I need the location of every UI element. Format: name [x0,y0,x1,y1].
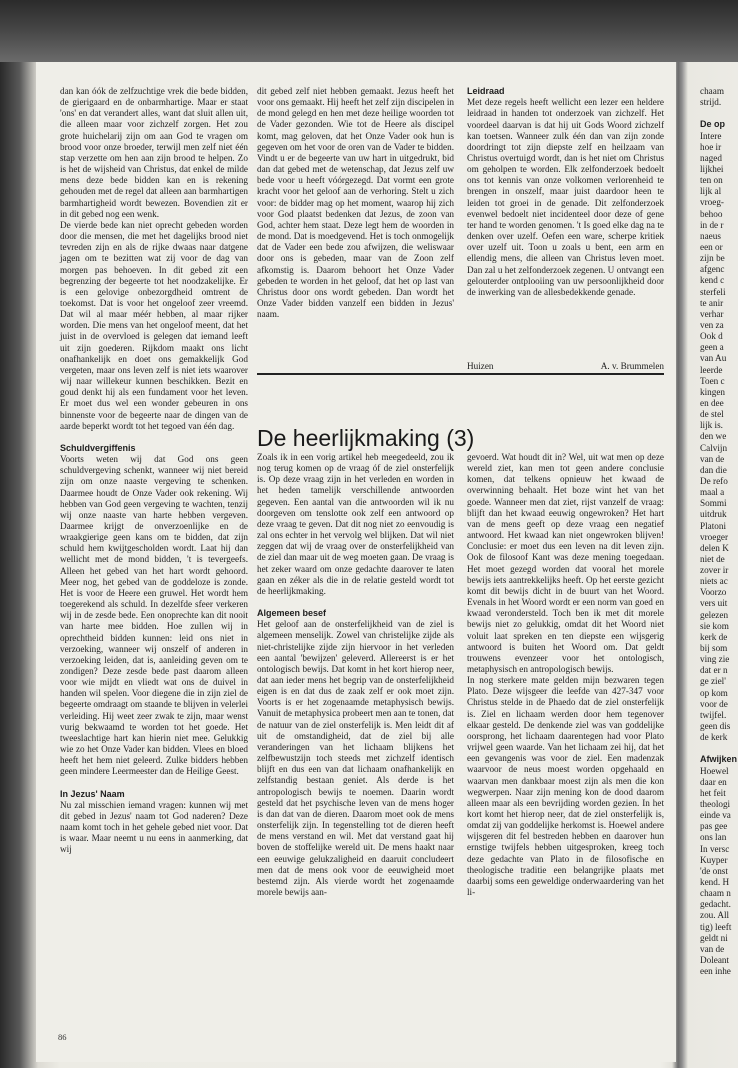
paragraph-gap [257,597,454,608]
fragment-line: lijk is. [700,420,723,431]
fragment-line: vroeg- [700,197,724,208]
fragment-line: geen dis [700,721,731,732]
fragment-line [700,108,738,119]
paragraph: Voorts weten wij dat God ons geen schuldvergeving schenkt, wanneer wij niet bereid zijn om onze naaste vergeving te schenken. Daarmee houdt de Onze Vader ook rekening. Wij hebben van God geen vergeving te wachten, tenzij wij onze naaste van harte hebben vergeven. Daarmee krijgt de onverzoenlijke en de wraakgierige geen kans om te bidden, dat zijn schuld hem kwijtgescholden wordt. Laat hij dan wellicht met de mond bidden, 't is tevergeefs. Alleen het gebed van het hart wordt gehoord. Meer nog, het gebed van de goddeloze is zonde. Het is voor de Heere een gruwel. Het wordt hem toegerekend als schuld. In dezelfde sfeer verkeren wij in de zesde bede. Een onoprechte kan dit nooit van harte mee bidden. Hoe zullen wij in oprechtheid bidden kunnen: leid ons niet in verzoeking, wanneer wij onszelf of anderen in verzoeking leiden, dat is, aanleiding geven om te zondigen? Deze zesde bede past daarom alleen voor wie mijdt en vliedt wat ons de duivel in handen wil spelen. Voor diegene die in zijn ziel de begeerte omdraagt om staande te blijven in velerlei verleiding. Hij weet zeer zwak te zijn, maar wenst vurig bekwaamd te worden tot het goede. Het tweeslachtige hart kan hierin niet mee. Gelukkig wie zo het Onze Vader kan bidden. Vlees en bloed heeft het hem niet geleerd. Zulke bidders hebben geen mindere Leermeester dan de Heilige Geest. [60,454,249,777]
fragment-line: zijn be [700,253,725,264]
fragment-line: De refo [700,475,728,486]
fragment-line: en dee [700,397,724,408]
fragment-line: gelezen [700,609,729,620]
fragment-line: geen a [700,342,724,353]
article-headline: De heerlijkmaking (3) [257,425,475,451]
fragment-line: Kuyper [700,854,728,865]
fragment-line: uitdruk [700,509,727,520]
fragment-line: vers uit [700,598,728,609]
fragment-line: zou. All [700,910,730,921]
fragment-line: pas gee [700,821,728,832]
fragment-line: kerk de [700,631,728,642]
paragraph: gevoerd. Wat houdt dit in? Wel, uit wat men op deze wereld ziet, kan men tot geen andere conclusie komen, dat telkens opnieuw het kwaad de overwinning behaalt. Het boze wint het van het goede. Wanneer men dat ziet, rijst vanzelf de vraag: blijft dan het kwaad eeuwig ongewroken? Het hart van de mens geeft op deze vraag een negatief antwoord. Het kwaad kan niet ongewroken blijven! Conclusie: er moet dus een leven na dit leven zijn. Ook de filosoof Kant was deze mening toegedaan. Het moet gezegd worden dat vooral het morele bewijs iets aantrekkelijks heeft. Op het eerste gezicht komt dit bewijs dicht in de buurt van het Woord. Evenals in het Woord wordt er een norm van goed en kwaad verondersteld. Toch ben ik met dit morele bewijs niet zo gelukkig, omdat dit het Woord niet voluit laat spreken en ten diepste een wijsgerig antwoord is buiten het Woord om. Dat geldt trouwens evenzeer voor het ontologisch, metaphysisch en antropologisch bewijs. [467,452,664,674]
fragment-line: Voorzo [700,587,727,598]
fragment-line: einde va [700,810,731,821]
fragment-line: ge ziel' [700,676,726,687]
paragraph: De vierde bede kan niet oprecht gebeden worden door die mensen, die met het dagelijks brood niet tevreden zijn en als de rijke dwaas naar datgene jagen om te bezitten wat zij voor de dag van morgen pas behoeven. In dit gebed zit een begrenzing der begeerte tot het noodzakelijke. Er is een gelovige onbezorgdheid omtrent de toekomst. Dat is voor het ongeloof zeer vreemd. Dat wil al maar méér hebben, al maar rijker worden. Die mens van het ongeloof meent, dat het juist in de overvloed is gelegen dat iemand leeft uit zijn goederen. Rijkdom maakt ons licht onafhankelijk en doet ons gemakkelijk God vergeten, maar ons leven zelf is niet iets waarover wij naar willekeur kunnen beschikken. Bezit en goud denkt hij als een fundament voor het leven. Er moet dus wel een wonder gebeuren in ons binnenste voor de begeerte naar de dingen van de aarde beperkt wordt tot het tegoed van één dag. [60,219,248,431]
fragment-line: sie kom [700,620,729,631]
fragment-line: bij som [700,643,728,654]
fragment-line: delen K [700,542,729,553]
fragment-line: Hoewel [700,765,729,776]
fragment-line: den we [700,431,727,442]
fragment-line: niets ac [700,576,728,587]
fragment-line: voor de [700,698,728,709]
fragment-line [700,743,738,754]
fragment-line: kingen [700,386,726,397]
fragment-line: Ook d [700,331,723,342]
fragment-line: niet de [700,553,725,564]
fragment-line: daar en [700,776,727,787]
fragment-line: van Au [700,353,727,364]
fragment-line: geldt ni [700,932,728,943]
fragment-line: van de [700,453,725,464]
fragment-line: gedacht. [700,899,731,910]
signature-place: Huizen [467,361,494,371]
fragment-line: maal a [700,487,725,498]
fragment-line: dat er n [700,665,728,676]
section-heading: Schuldvergiffenis [60,442,136,453]
fragment-line: behoo [700,208,723,219]
fragment-line: twijfel. [700,709,727,720]
fragment-line: ven za [700,319,724,330]
paragraph: Met deze regels heeft wellicht een lezer een heldere leidraad in handen tot onderzoek van zichzelf. Het voordeel daarvan is dat hij uit Gods Woord zichzelf kan toetsen. Wanneer zulk één dan van zijn zonde doordringt tot zijn diepste zelf en heilzaam van Christus overtuigd wordt, dan is het niet om Christus om geholpen te worden. Elk zelfonderzoek bedoelt ons tot kennis van onze volkomen verlorenheid te brengen in onszelf, maar juist daardoor heen te leiden tot groei in de genade. Dit zelfonderzoek evenwel bedoelt niet incidenteel door deze of gene ter hand te worden genomen. 't Is goed elke dag na te denken over uzelf. Oefen een ware, scherpe kritiek over uzelf uit. Toon u zoals u bent, een arm en ellendig mens, die alleen van Christus leven moet. Dan zal u het zelfonderzoek zegenen. U ontvangt een gelouterder ontplooiing van uw persoonlijkheid door de inwerking van de allesbedekkende genade. [467,97,664,297]
fragment-line: naged [700,152,722,163]
section-heading: In Jezus' Naam [60,788,125,799]
fragment-line: chaam n [700,888,731,899]
fragment-line: ten on [700,175,723,186]
fragment-line: lijk al [700,186,722,197]
fragment-line: chaam [700,86,724,96]
fragment-line: in de r [700,219,724,230]
fragment-line: naeus [700,230,721,241]
section-heading: Leidraad [467,86,505,96]
signature-author: A. v. Brummelen [600,361,664,371]
fragment-line: Sommi [700,498,727,509]
next-page-fragments [700,86,738,977]
column-5 [467,452,664,898]
fragment-heading: De op [700,119,726,130]
fragment-line: tig) leeft [700,921,732,932]
fragment-line: op kom [700,687,728,698]
fragment-line: van de [700,943,725,954]
paragraph: dit gebed zelf niet hebben gemaakt. Jezus heeft het voor ons gemaakt. Hij heeft het zelf zijn discipelen in de mond gelegd en hen met deze heilige woorden tot de Vader gezonden. Wie tot de Heere als discipel komt, mag geloven, dat het Onze Vader ook hun is gegeven om het voor de oren van de Vader te bidden. Vindt u er de begeerte van uw hart in uitgedrukt, bid dan dat gebed met de wetenschap, dat Jezus zelf uw bede voor u heeft vóórgezegd. Dat vormt een grote kracht voor het geloof aan de verhoring. Stelt u zich voor: de bidder mag op het moment, waarop hij zich voor God plaatst bedenken dat Jezus, de zoon van God, achter hem staat. Deze legt hem de woorden in de mond. Dat is moedgevend. Het is toch onmogelijk dat de Vader een bede zou afwijzen, die weliswaar door ons is gebeden, maar van de Zoon zelf afkomstig is. Daarom behoort het Onze Vader gebeden te worden in het geloof, dat het op last van Christus door ons wordt gebeden. Dan wordt het Onze Vader bidden vanzelf een bidden in Jezus' naam. [257,86,454,320]
fragment-line: Intere [700,130,722,141]
fragment-line: vroeger [700,531,729,542]
column-2 [257,86,454,320]
paragraph-gap [60,432,248,443]
paragraph: In nog sterkere mate gelden mijn bezwaren tegen Plato. Deze wijsgeer die leefde van 427-347 voor Christus stelde in de Phaedo dat de ziel onsterfelijk is. Ziel en lichaam werden door hem tegenover elkaar gesteld. De denkende ziel was van goddelijke oorsprong, het lichaam daarentegen had voor Plato vrijwel geen waarde. Van het lichaam zei hij, dat het een gevangenis was voor de ziel. Een madenzak waarvoor de neus moest worden opgehaald en waarvan men dankbaar moest zijn als men die kon wegwerpen. Naar zijn mening kon de dood daarom alleen maar als een bevrijding worden gezien. In het kort komt het hierop neer, dat de ziel onsterfelijk is, omdat zij van goddelijke herkomst is. Hoewel andere wijsgeren dit fel bestreden hebben en daarover hun ernstige twijfels hebben uitgesproken, kreeg toch deze gedachte van Plato in de filosofische en theologische traditie een belangrijke plaats met daarbij soms een geweldige onderwaardering van het li- [467,675,664,898]
paragraph: Zoals ik in een vorig artikel heb meegedeeld, zou ik nog terug komen op de vraag óf de ziel onsterfelijk is. Op deze vraag zijn in het verleden en worden in het heden tamelijk verschillende antwoorden gegeven. Een aantal van die antwoorden wil ik nu doorgeven om tenslotte ook zelf een antwoord op deze vraag te geven. Dat dit nog niet zo eenvoudig is zal ons echter in het vervolg wel blijken. Dat wil niet zeggen dat wij de vraag over de onsterfelijkheid van de ziel dan maar uit de weg moeten gaan. De vraag is het zeker waard om onze gedachte daarover te laten gaan en zéker als die in de relatie gesteld wordt tot de heerlijkmaking. [257,452,454,596]
fragment-line: de stel [700,409,724,420]
fragment-line: afgenc [700,264,725,275]
section-heading: Algemeen besef [257,608,327,619]
paragraph: Nu zal misschien iemand vragen: kunnen wij met dit gebed in Jezus' naam tot God naderen? Deze naam komt toch in het gehele gebed niet voor. Dat is waar. Maar neemt u nu eens in aanmerking, dat wij [60,799,248,855]
fragment-line: strijd. [700,97,722,108]
paragraph: Het geloof aan de onsterfelijkheid van de ziel is algemeen menselijk. Zowel van christelijke zijde als niet-christelijke zijde zijn hiervoor in het verleden een aantal 'bewijzen' geleverd. Allereerst is er het ontologisch bewijs. Dat komt in het kort hierop neer, dat aan ieder mens het begrip van de onsterfelijkheid eigen is en dat dus de zaak zelf er ook moet zijn. Voorts is er het zogenaamde metaphysisch bewijs. Vanuit de metaphysica probeert men aan te tonen, dat de natuur van de ziel onsterfelijk is. Men leidt dit af uit de omstandigheid, dat de ziel bij alle veranderingen van het lichaam blijkens het zelfbewustzijn toch steeds met zichzelf identisch blijft en dus een van dat lichaam onafhankelijk en zelfstandig bestaan geniet. Als derde is het antropologisch bewijs te noemen. Daarin wordt gesteld dat het psychische leven van de mens hoger is dan dat van de dieren. Daarom moet ook de mens onsterfelijk zijn. In tegenstelling tot de dieren heeft de mens verstand en wil. Met dat verstand gaat hij boven de stoffelijke wereld uit. De mens haakt naar een eeuwige gelukzaligheid en daaruit concludeert men dat de mens ook voor de eeuwigheid moet bestemd zijn. Als vierde wordt het zogenaamde morele bewijs aan- [257,619,454,897]
fragment-line: Doleant [700,955,730,965]
fragment-heading: Afwijken [700,754,738,765]
fragment-line: 'de onst [700,865,728,876]
fragment-line: een or [700,241,723,252]
fragment-line: leerde [700,364,723,375]
column-1 [60,86,248,856]
fragment-line: hoe ir [700,141,722,152]
top-shadow [0,0,738,62]
fragment-line: lijkhei [700,164,724,174]
column-3 [467,86,664,298]
paragraph: dan kan óók de zelfzuchtige vrek die bede bidden, de gierigaard en de onbarmhartige. Maar er staat 'ons' en dat verandert alles, want dat sluit allen uit, die alleen maar voor zichzelf zorgen. Het zou grote huichelarij zijn om aan God te vragen om brood voor onze broeder, terwijl men zelf niet één stap verzette om hen aan zijn brood te helpen. Zo is het de wijsheid van Christus, dat enkel de milde mens deze bede bidden kan en is rekening gehouden met de regel dat alleen aan barmhartigen barmhartigheid wordt bewezen. Bovendien zit er in dit gebed nog een wenk. [60,86,248,219]
fragment-line: Toen c [700,375,725,386]
page-number: 86 [58,1032,67,1042]
fragment-line: het feit [700,787,726,798]
fragment-line: te anir [700,297,724,308]
fragment-line: verhar [700,308,724,319]
fragment-line: In versc [700,843,730,854]
fragment-line: kend c [700,275,725,286]
fragment-line: theologi [700,799,731,810]
fragment-line: een inhe [700,966,731,977]
fragment-line: Calvijn [700,442,728,453]
fragment-line: ons lan [700,832,727,843]
column-4 [257,452,454,898]
fragment-line: Platoni [700,520,727,531]
fragment-line: sterfeli [700,286,726,297]
fragment-line: ving zie [700,654,730,665]
fragment-line: kend. H [700,877,730,888]
fragment-line: de kerk [700,732,728,743]
article-divider [257,373,664,375]
paragraph-gap [60,778,248,789]
fragment-line: zover ir [700,565,729,576]
fragment-line: dan die [700,464,727,475]
